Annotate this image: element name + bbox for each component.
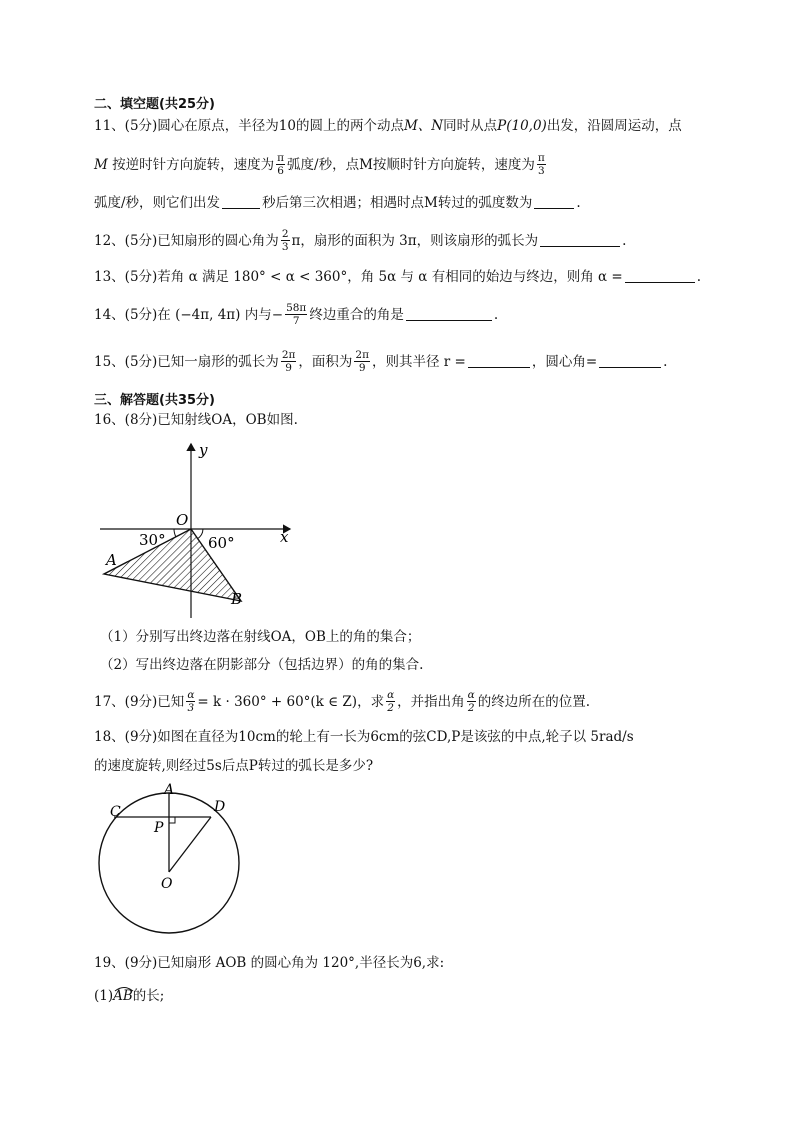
q12-text-b: π，扇形的面积为 3π，则该扇形的弧长为 xyxy=(291,233,539,249)
q17-text-b: = k · 360° + 60°(k ∈ Z)，求 xyxy=(197,694,385,710)
q15-frac1-denominator: 9 xyxy=(285,362,292,374)
q12-fraction xyxy=(281,228,290,253)
q14-text-a: 14、(5分)在 (−4π, 4π) 内与 xyxy=(94,307,272,323)
q14-frac-numerator: 58π xyxy=(286,302,307,314)
q16-arc-60 xyxy=(197,529,203,539)
section-2-heading: 二、填空题(共25分) xyxy=(94,97,215,112)
q16-label-x: x xyxy=(280,528,289,546)
q19-part-1-label: (1) xyxy=(94,988,114,1004)
q11-blank-2[interactable] xyxy=(534,194,574,209)
q15-text-c: ，则其半径 r = xyxy=(372,354,466,370)
q16-label-30deg: 30° xyxy=(139,531,166,549)
q12-line xyxy=(94,229,626,254)
q12-blank[interactable] xyxy=(540,232,620,247)
q11-text-a: 11、(5分)圆心在原点，半径为10的圆上的两个动点 xyxy=(94,118,404,134)
q17-frac1-denominator: 3 xyxy=(187,702,195,714)
q16-part-2: （2）写出终边落在阴影部分（包括边界）的角的集合. xyxy=(100,657,424,673)
q17-frac2-numerator: α xyxy=(387,689,395,701)
q14-line xyxy=(94,303,498,328)
q14-fraction xyxy=(285,302,307,327)
q17-fraction-3 xyxy=(467,689,476,714)
q15-blank-1[interactable] xyxy=(468,353,530,368)
q19-arc-symbol xyxy=(113,984,135,992)
q11-text-b3: 弧度/秒，点M按顺时针方向旋转，速度为 xyxy=(287,157,535,173)
q14-text-b: 终边重合的角是 xyxy=(309,307,404,323)
q19-arc-ab xyxy=(113,988,133,1004)
q17-frac3-numerator: α xyxy=(467,689,475,701)
q18-figure xyxy=(92,780,252,940)
q15-text-b: ，面积为 xyxy=(298,354,353,370)
q11-line-2 xyxy=(94,153,548,178)
q15-fraction-2 xyxy=(354,349,370,374)
q16-figure xyxy=(90,438,310,618)
q15-fraction-1 xyxy=(281,349,297,374)
q11-fraction-1 xyxy=(276,152,285,177)
q17-fraction-2 xyxy=(386,689,395,714)
q11-text-c1: 弧度/秒，则它们出发 xyxy=(94,195,221,211)
q12-text-c: . xyxy=(622,233,627,249)
q16-label-b: B xyxy=(231,590,243,608)
q18-radius-od xyxy=(169,817,211,872)
q17-fraction-1 xyxy=(186,689,195,714)
q15-frac2-numerator: 2π xyxy=(355,349,369,361)
q11-fraction-2 xyxy=(537,152,546,177)
q11-line-1 xyxy=(94,116,682,136)
q11-text-c3: . xyxy=(576,195,581,211)
q16-label-o: O xyxy=(176,511,189,529)
q17-frac3-denominator: 2 xyxy=(467,702,475,714)
q17-frac2-denominator: 2 xyxy=(387,702,394,714)
q15-blank-2[interactable] xyxy=(599,353,661,368)
q14-negative-sign: − xyxy=(271,307,284,323)
q18-line-2: 的速度旋转,则经过5s后点P转过的弧长是多少? xyxy=(94,758,374,774)
q18-label-d: D xyxy=(214,799,226,815)
q11-point-m: M xyxy=(94,157,108,173)
q12-frac-numerator: 2 xyxy=(281,228,289,240)
q11-frac1-numerator: π xyxy=(277,152,285,164)
q16-arc-30 xyxy=(174,529,176,537)
q11-text-c2: 秒后第三次相遇；相遇时点M转过的弧度数为 xyxy=(262,195,533,211)
q11-text-a3: 同时从点 xyxy=(443,118,498,134)
q11-point-p: P(10,0) xyxy=(497,118,547,134)
q17-line xyxy=(94,690,590,715)
q14-text-c: . xyxy=(493,307,499,323)
q18-label-a: A xyxy=(164,782,175,798)
q18-label-p: P xyxy=(154,820,164,836)
q19-line-1: 19、(9分)已知扇形 AOB 的圆心角为 120°,半径长为6,求: xyxy=(94,955,445,971)
q14-blank[interactable] xyxy=(406,306,492,321)
q11-frac2-denominator: 3 xyxy=(538,165,545,177)
q18-label-c: C xyxy=(110,804,121,820)
q15-frac2-denominator: 9 xyxy=(358,362,366,374)
q11-text-b2: 按逆时针方向旋转，速度为 xyxy=(112,157,275,173)
q17-text-d: 的终边所在的位置. xyxy=(477,694,591,710)
q13-blank[interactable] xyxy=(625,268,695,283)
q15-frac1-numerator: 2π xyxy=(281,349,296,361)
q19-text-c: 的长; xyxy=(132,988,165,1004)
q11-blank-1[interactable] xyxy=(222,194,260,209)
q17-text-c: ，并指出角 xyxy=(397,694,465,710)
q15-text-d: ，圆心角= xyxy=(531,354,598,370)
q17-text-a: 17、(9分)已知 xyxy=(94,694,185,710)
q14-frac-denominator: 7 xyxy=(292,315,300,327)
q11-line-3 xyxy=(94,193,581,213)
q12-text-a: 12、(5分)已知扇形的圆心角为 xyxy=(94,233,279,249)
q17-frac1-numerator: α xyxy=(187,689,195,701)
q16-label-y: y xyxy=(199,441,208,459)
q18-right-angle-mark xyxy=(169,817,175,823)
q16-text: 16、(8分)已知射线OA，OB如图. xyxy=(94,412,298,428)
section-3-heading: 三、解答题(共35分) xyxy=(94,393,215,408)
q11-text-a5: 出发，沿圆周运动，点 xyxy=(546,118,682,134)
q15-line xyxy=(94,350,667,375)
q12-frac-denominator: 3 xyxy=(281,241,289,253)
q18-label-o: O xyxy=(161,876,173,892)
q16-label-60deg: 60° xyxy=(208,534,235,552)
q11-points-mn: M、N xyxy=(403,118,444,134)
q13-text-c: . xyxy=(696,269,702,285)
q19-arc-ab-text: AB xyxy=(113,988,133,1004)
q11-frac2-numerator: π xyxy=(537,152,545,164)
q16-part-1: （1）分别写出终边落在射线OA，OB上的角的集合； xyxy=(100,629,421,645)
q13-line xyxy=(94,267,701,287)
q15-text-e: . xyxy=(663,354,668,370)
q13-text-a: 13、(5分)若角 α 满足 180° < α < 360°，角 5α 与 α 有相同的始边与终边，则角 α = xyxy=(94,269,623,285)
q15-text-a: 15、(5分)已知一扇形的弧长为 xyxy=(94,354,279,370)
q19-line-2 xyxy=(94,986,164,1006)
q16-label-a: A xyxy=(106,551,117,569)
q11-frac1-denominator: 6 xyxy=(277,165,284,177)
q18-line-1: 18、(9分)如图在直径为10cm的轮上有一长为6cm的弦CD,P是该弦的中点,轮子以 5rad/s xyxy=(94,729,634,745)
